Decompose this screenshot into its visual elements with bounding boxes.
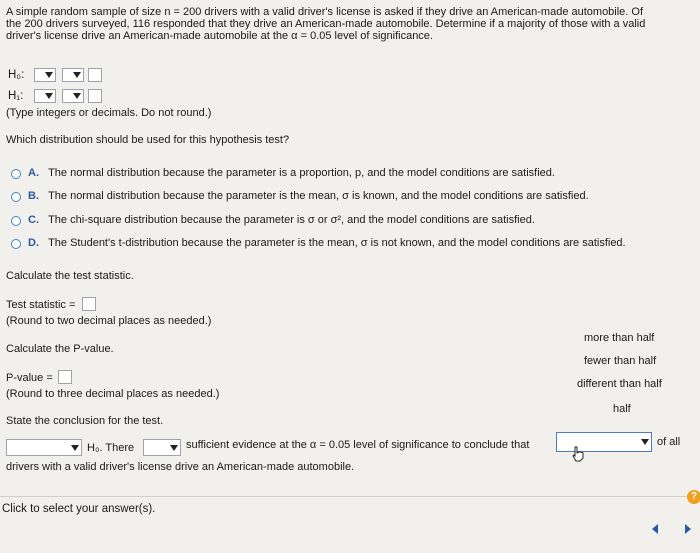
conclusion-h0-text: H₀. There: [87, 442, 135, 454]
chevron-down-icon: [170, 445, 178, 451]
h1-operator-dropdown[interactable]: [62, 89, 84, 103]
conclusion-heading: State the conclusion for the test.: [6, 415, 164, 427]
chevron-down-icon: [73, 72, 81, 78]
option-d-text: The Student's t-distribution because the parameter is the mean, σ is not known, and the model conditions are satisfied.: [48, 237, 626, 249]
popup-option-half[interactable]: half: [613, 403, 631, 415]
test-statistic-input[interactable]: [82, 297, 96, 311]
chevron-down-icon: [45, 93, 53, 99]
p-value-label: P-value =: [6, 372, 53, 384]
hypotheses-hint: (Type integers or decimals. Do not round.): [6, 107, 212, 119]
conclusion-is-isnot-dropdown[interactable]: [143, 439, 181, 456]
p-value-heading: Calculate the P-value.: [6, 343, 114, 355]
option-b-text: The normal distribution because the parameter is the mean, σ is known, and the model conditions are satisfied.: [48, 190, 589, 202]
h0-parameter-dropdown[interactable]: [34, 68, 56, 82]
conclusion-middle-text: sufficient evidence at the α = 0.05 level of significance to conclude that: [186, 439, 530, 451]
distribution-question: Which distribution should be used for this hypothesis test?: [6, 134, 290, 146]
option-a-text: The normal distribution because the parameter is a proportion, p, and the model conditions are satisfied.: [48, 167, 555, 179]
option-a[interactable]: [28, 167, 555, 179]
option-c-radio[interactable]: [11, 216, 21, 226]
chevron-down-icon: [45, 72, 53, 78]
status-text: Click to select your answer(s).: [2, 503, 156, 515]
problem-line-2: the 200 drivers surveyed, 116 responded that they drive an American-made automobile. Determine if a majority of those with a valid: [6, 18, 646, 30]
hand-cursor-icon: [570, 446, 586, 462]
h0-value-input[interactable]: [88, 68, 102, 82]
option-d-letter: D.: [28, 237, 39, 249]
popup-option-fewer-than-half[interactable]: fewer than half: [584, 355, 657, 367]
option-b-radio[interactable]: [11, 192, 21, 202]
popup-option-different-than-half[interactable]: different than half: [577, 378, 662, 390]
h1-value-input[interactable]: [88, 89, 102, 103]
test-statistic-label: Test statistic =: [6, 299, 76, 311]
option-a-radio[interactable]: [11, 169, 21, 179]
popup-option-more-than-half[interactable]: more than half: [584, 332, 655, 344]
option-c[interactable]: [28, 214, 535, 226]
p-value-hint: (Round to three decimal places as needed.): [6, 388, 220, 400]
test-statistic-hint: (Round to two decimal places as needed.): [6, 315, 212, 327]
problem-line-3: driver's license drive an American-made automobile at the α = 0.05 level of significance.: [6, 30, 433, 42]
h0-label: H₀:: [8, 69, 25, 81]
chevron-down-icon: [71, 445, 79, 451]
option-c-letter: C.: [28, 214, 39, 226]
option-a-letter: A.: [28, 167, 39, 179]
h1-parameter-dropdown[interactable]: [34, 89, 56, 103]
conclusion-decision-dropdown[interactable]: [6, 439, 82, 456]
dropdown-popup: [554, 322, 670, 428]
help-button[interactable]: ?: [687, 490, 700, 504]
problem-statement: [6, 6, 696, 42]
option-c-text: The chi-square distribution because the parameter is σ or σ², and the model conditions are satisfied.: [48, 214, 535, 226]
next-arrow-icon[interactable]: [683, 524, 693, 534]
problem-line-1: A simple random sample of size n = 200 drivers with a valid driver's license is asked if they drive an American-made automobile. Of: [6, 6, 644, 18]
chevron-down-icon: [641, 439, 649, 445]
footer-divider: [0, 496, 700, 497]
h1-label: H₁:: [8, 90, 24, 102]
option-b[interactable]: [28, 190, 589, 202]
h0-operator-dropdown[interactable]: [62, 68, 84, 82]
prev-arrow-icon[interactable]: [650, 524, 660, 534]
option-b-letter: B.: [28, 190, 39, 202]
option-d-radio[interactable]: [11, 239, 21, 249]
conclusion-line-2: drivers with a valid driver's license drive an American-made automobile.: [6, 461, 355, 473]
chevron-down-icon: [73, 93, 81, 99]
conclusion-of-all-text: of all: [657, 436, 681, 448]
test-statistic-heading: Calculate the test statistic.: [6, 270, 134, 282]
option-d[interactable]: [28, 237, 626, 249]
p-value-input[interactable]: [58, 370, 72, 384]
